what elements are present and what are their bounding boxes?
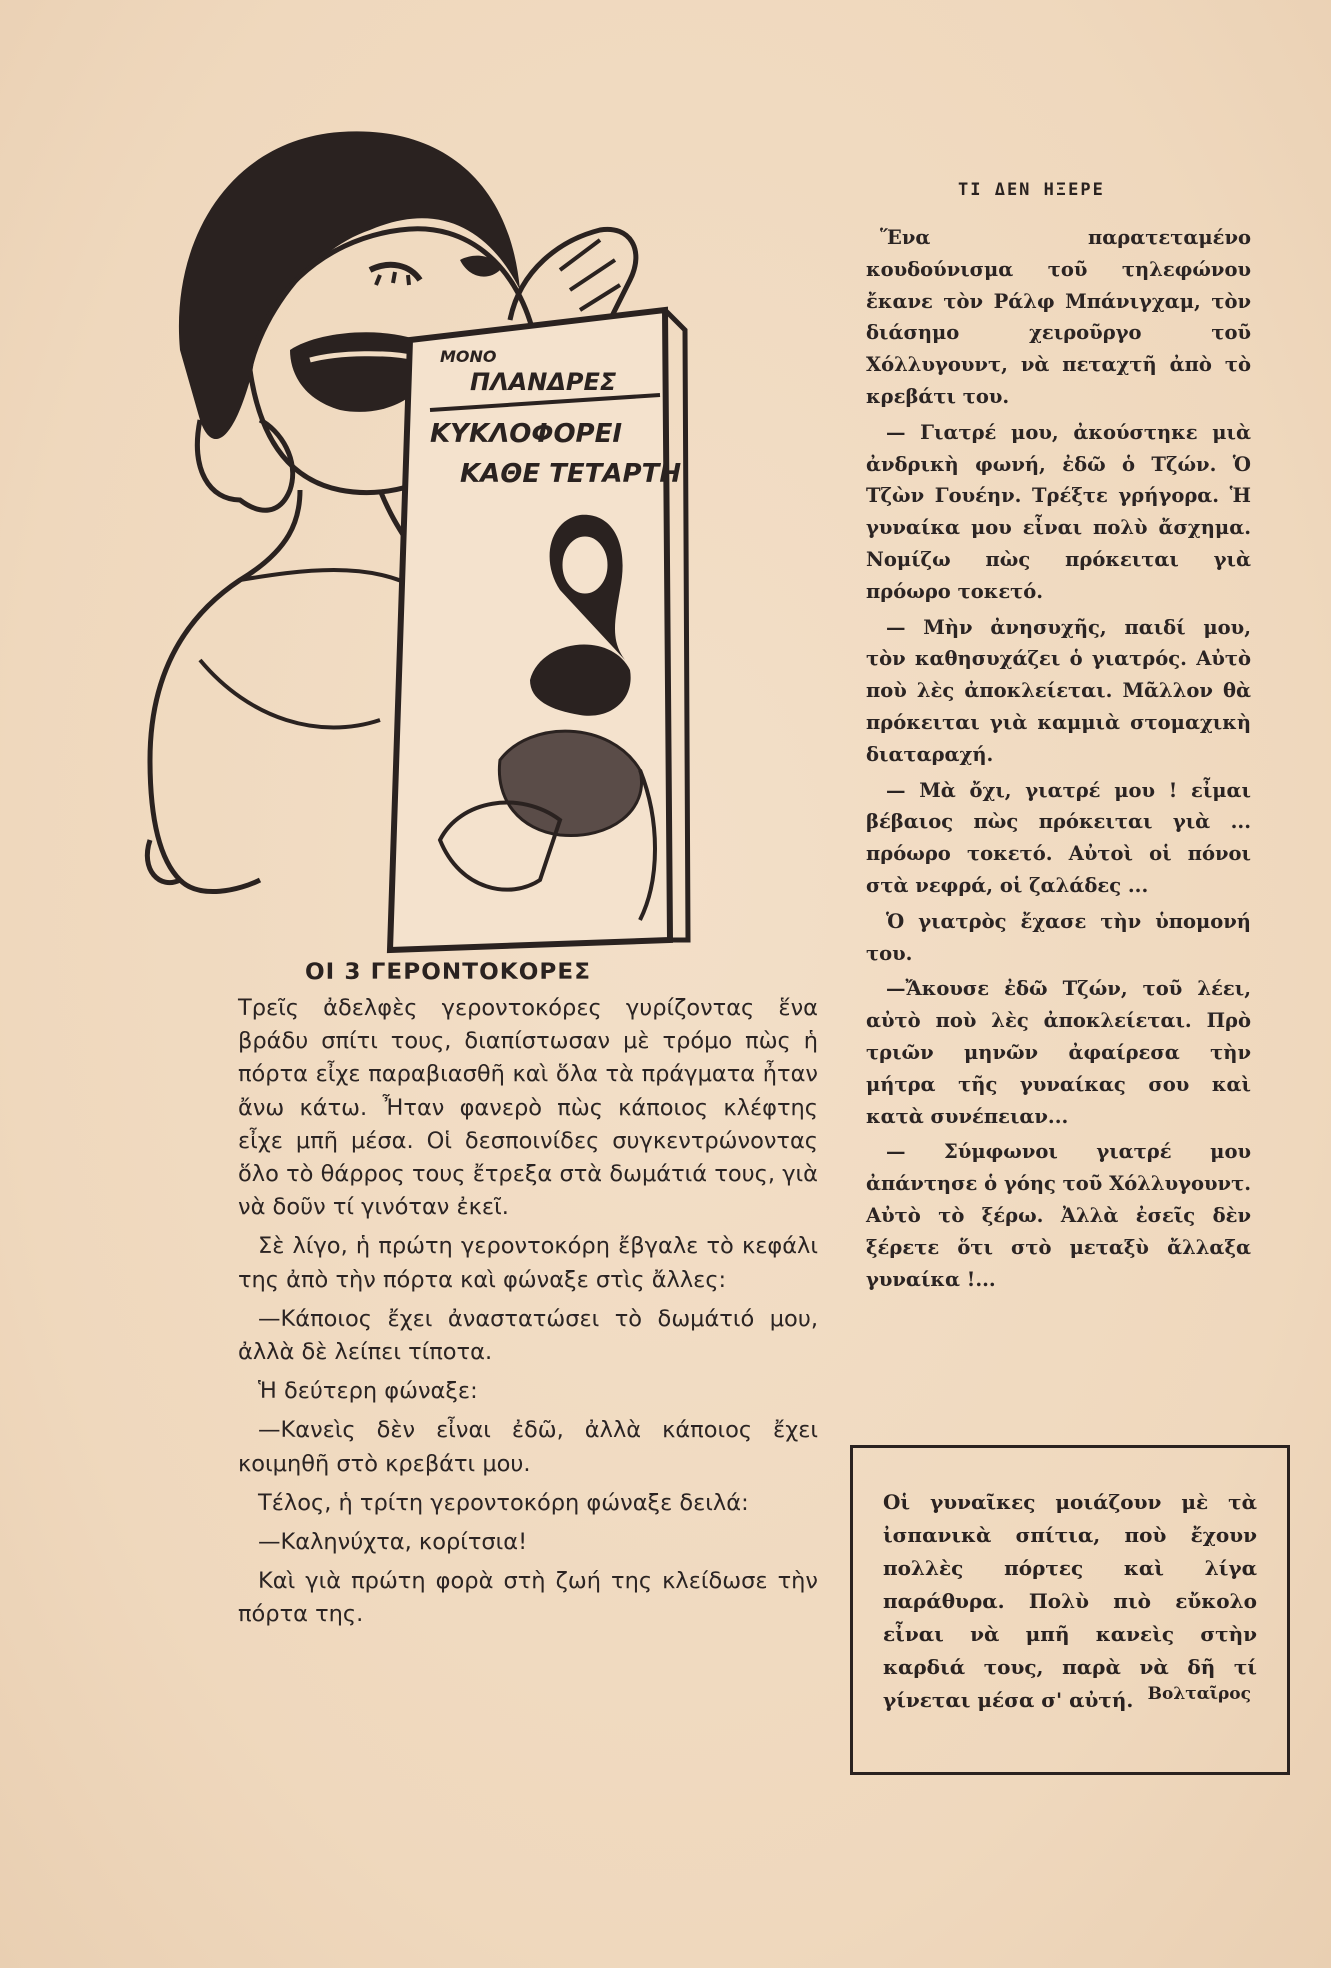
left-article-paragraph: Ἡ δεύτερη φώναξε: (258, 1378, 478, 1405)
left-article-title: ΟΙ 3 ΓΕΡΟΝΤΟΚΟΡΕΣ (305, 960, 592, 985)
quote-author: Βολταῖρος (1147, 1684, 1251, 1704)
woman-with-magazine-illustration (140, 120, 840, 1010)
right-article-paragraph: Ἕνα παρατεταμένο κουδούνισμα τοῦ τηλεφώνου ἔκανε τὸν Ράλφ Μπάνιγχαμ, τὸν διάσημο χειροῦργο τοῦ Χόλλυγουντ, νὰ πεταχτῆ ἀπὸ τὸ κρεβάτι του. (866, 226, 1251, 408)
left-article-paragraph: —Κάποιος ἔχει ἀναστατώσει τὸ δωμάτιό μου, ἀλλὰ δὲ λείπει τίποτα. (238, 1305, 818, 1366)
quote-text: Οἱ γυναῖκες μοιάζουν μὲ τὰ ἰσπανικὰ σπίτια, ποὺ ἔχουν πολλὲς πόρτες καὶ λίγα παράθυρα. Πολὺ πιὸ εὔκολο εἶναι νὰ μπῆ κανεὶς στὴν καρδιά τους, παρὰ νὰ δῆ τί γίνεται μέσα σ' αὐτή. (883, 1490, 1257, 1712)
right-article-paragraph: — Μὰ ὄχι, γιατρέ μου ! εἶμαι βέβαιος πὼς πρόκειται γιὰ ... πρόωρο τοκετό. Αὐτοὶ οἱ πόνοι στὰ νεφρά, οἱ ζαλάδες ... (866, 778, 1251, 897)
right-article-paragraph: — Μὴν ἀνησυχῆς, παιδί μου, τὸν καθησυχάζει ὁ γιατρός. Αὐτὸ ποὺ λὲς ἀποκλείεται. Μᾶλλον θὰ πρόκειται γιὰ καμμιὰ στομαχικὴ διαταραχή. (866, 615, 1251, 766)
right-article-paragraph: —Ἄκουσε ἐδῶ Τζών, τοῦ λέει, αὐτὸ ποὺ λὲς ἀποκλείεται. Πρὸ τριῶν μηνῶν ἀφαίρεσα τὴν μήτρα τῆς γυναίκας σου καὶ κατὰ συνέπειαν... (866, 977, 1251, 1128)
right-article-paragraph: Ὁ γιατρὸς ἔχασε τὴν ὑπομονή του. (866, 909, 1251, 965)
left-article-paragraph: Καὶ γιὰ πρώτη φορὰ στὴ ζωή της κλείδωσε τὴν πόρτα της. (238, 1568, 818, 1628)
left-article-paragraph: —Καληνύχτα, κορίτσια! (258, 1529, 528, 1556)
left-article-paragraph: Σὲ λίγο, ἡ πρώτη γεροντοκόρη ἔβγαλε τὸ κεφάλι της ἀπὸ τὴν πόρτα καὶ φώναξε στὶς ἄλλες: (238, 1233, 818, 1293)
right-article-paragraph: — Σύμφωνοι γιατρέ μου ἀπάντησε ὁ γόης τοῦ Χόλλυγουντ. Αὐτὸ τὸ ξέρω. Ἀλλὰ ἐσεῖς δὲν ξέρετε ὅτι στὸ μεταξὺ ἄλλαξα γυναίκα !... (866, 1140, 1251, 1291)
right-article-title: ΤΙ ΔΕΝ ΗΞΕΡΕ (958, 180, 1105, 200)
left-article-paragraph: Τρεῖς ἀδελφὲς γεροντοκόρες γυρίζοντας ἕνα βράδυ σπίτι τους, διαπίστωσαν μὲ τρόμο πὼς ἡ πόρτα εἶχε παραβιασθῆ καὶ ὅλα τὰ πράγματα ἦταν ἄνω κάτω. Ἦταν φανερὸ πὼς κάποιος κλέφτης εἶχε μπῆ μέσα. Οἱ δεσποινίδες συγκεντρώνοντας ὅλο τὸ θάρρος τους ἔτρεξα στὰ δωμάτιά τους, γιὰ νὰ δοῦν τί γινόταν ἐκεῖ. (238, 995, 818, 1221)
magazine-line-4: ΚΑΘΕ ΤΕΤΑΡΤΗ (460, 459, 682, 489)
left-article-paragraph: Τέλος, ἡ τρίτη γεροντοκόρη φώναξε δειλά: (258, 1489, 749, 1516)
magazine-line-3: ΚΥΚΛΟΦΟΡΕΙ (430, 419, 623, 449)
quote-box (850, 1445, 1290, 1775)
left-article-paragraph: —Κανεὶς δὲν εἶναι ἐδῶ, ἀλλὰ κάποιος ἔχει κοιμηθῆ στὸ κρεβάτι μου. (238, 1417, 818, 1477)
left-article-body (238, 992, 818, 1638)
magazine-line-1: ΜΟΝΟ (440, 347, 497, 366)
magazine-cover (390, 310, 670, 950)
right-article-paragraph: — Γιατρέ μου, ἀκούστηκε μιὰ ἀνδρικὴ φωνή, ἐδῶ ὁ Τζών. Ὁ Τζὼν Γουέην. Τρέξτε γρήγορα. Ἡ γυναίκα μου εἶναι πολὺ ἄσχημα. Νομίζω πὼς πρόκειται γιὰ πρόωρο τοκετό. (866, 420, 1251, 603)
magazine-line-2: ΠΛΑΝΔΡΕΣ (470, 368, 617, 396)
right-article-body (866, 222, 1251, 1299)
